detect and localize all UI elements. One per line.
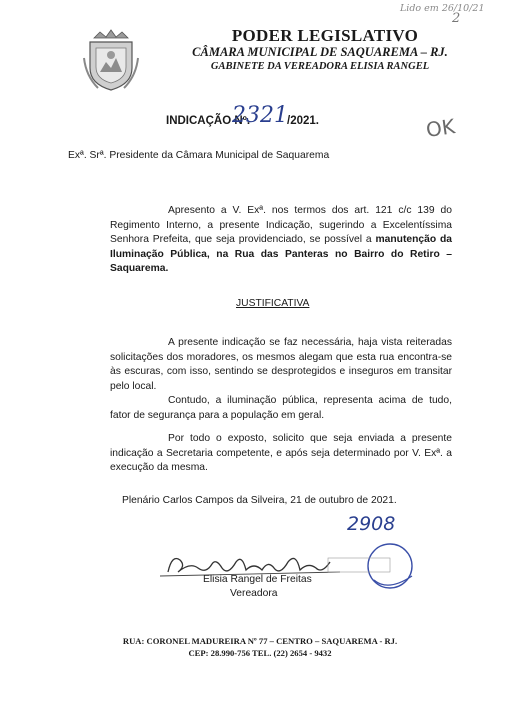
justification-title: JUSTIFICATIVA: [236, 298, 310, 309]
municipal-seal-icon: [82, 28, 140, 94]
conclusion-text: Por todo o exposto, solicito que seja enviada a presente indicação a Secretaria competente, e após seja determinado por V. Exª. a execução da mesma.: [110, 433, 452, 474]
indication-label: INDICAÇÃO Nº.: [166, 115, 251, 127]
paragraph-request-text: Apresento a V. Exª. nos termos dos art. 121 c/c 139 do Regimento Interno, a presente Indicação, sugerindo a Excelentíssima Senhora Prefeita, que seja providenciado, se possível a: [110, 205, 452, 246]
signatory-name: Elisia Rangel de Freitas: [203, 574, 312, 585]
paragraph-request: [110, 204, 452, 277]
indication-year: /2021.: [287, 115, 319, 127]
handwritten-read-note: Lido em 26/10/21: [400, 3, 485, 14]
justification-text: A presente indicação se faz necessária, haja vista reiteradas solicitações dos moradores, os mesmos alegam que esta rua encontra-se às escuras, com isso, sentindo se desprotegidos e inseguros em transitar pelo local.: [110, 337, 452, 392]
signatory-role: Vereadora: [230, 588, 278, 599]
justification-text-2: Contudo, a iluminação pública, representa acima de tudo, fator de segurança para a população em geral.: [110, 395, 452, 421]
header-office: GABINETE DA VEREADORA ELISIA RANGEL: [210, 61, 430, 72]
footer-address: RUA: CORONEL MADUREIRA Nº 77 – CENTRO – SAQUAREMA - RJ.: [122, 636, 398, 646]
footer-contact: CEP: 28.990-756 TEL. (22) 2654 - 9432: [188, 648, 332, 658]
page-number: 2: [452, 11, 461, 26]
paragraph-request-bold: manutenção da Iluminação Pública, na Rua das Panteras no Bairro do Retiro – Saquarema.: [110, 234, 452, 275]
handwritten-ok-note: OK: [424, 114, 457, 142]
header-title: PODER LEGISLATIVO: [231, 26, 419, 45]
paragraph-justification: [110, 336, 452, 424]
header-subtitle: CÂMARA MUNICIPAL DE SAQUAREMA – RJ.: [192, 45, 448, 59]
protocol-stamp-number: 2908: [347, 513, 396, 535]
greeting: Exª. Srª. Presidente da Câmara Municipal de Saquarema: [68, 150, 330, 161]
indication-number: 2321: [232, 103, 288, 128]
place-date: Plenário Carlos Campos da Silveira, 21 de outubro de 2021.: [122, 495, 397, 506]
paragraph-conclusion: [110, 432, 452, 476]
